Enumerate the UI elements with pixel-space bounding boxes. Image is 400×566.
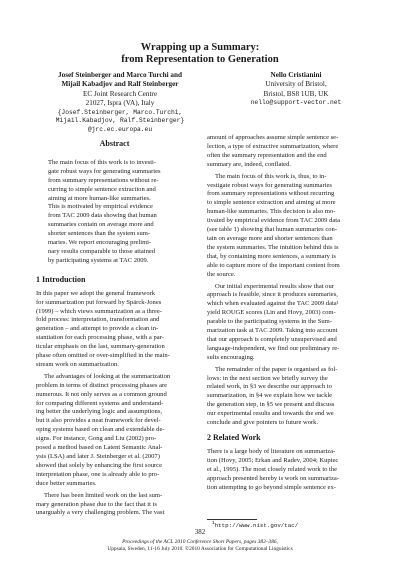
text-line: approach is feasible, since it produces summaries, — [207, 291, 338, 299]
text-line: tain on average more and shorter sentences than — [207, 234, 333, 242]
author-names-2: Mijail Kabadjov and Ralf Steinberger — [61, 80, 179, 89]
text-line: lection, a type of extractive summarization, where — [207, 142, 339, 150]
right-column — [207, 134, 364, 492]
text-line: related work, in §3 we describe our approach to — [207, 383, 332, 391]
abstract-line: curring to simple sentence extraction and — [48, 185, 156, 193]
text-line: numerous. It not only serves as a common ground — [36, 390, 167, 398]
left-column — [36, 140, 193, 518]
abstract-line: from summary representations without re- — [48, 176, 159, 184]
text-line: often the summary representation and the end — [207, 151, 327, 159]
text-line: The advantages of looking at the summarization — [44, 372, 171, 380]
email-line-1: {Josef.Steinberger, Marco.Turchi, — [57, 108, 183, 116]
email-right: nello@support-vector.net — [250, 99, 342, 107]
text-line: In this paper we adopt the general framework — [36, 289, 156, 297]
text-line: interpretation phase, one is already able to pro- — [36, 470, 160, 478]
proceedings-footer — [0, 539, 400, 553]
right-paragraph-1 — [207, 134, 364, 170]
text-line: approach presented hereby is work on summariza- — [207, 474, 339, 482]
right-paragraph-5 — [207, 448, 364, 493]
title-line-1: Wrapping up a Summary: — [140, 42, 260, 53]
paper-title — [0, 42, 400, 66]
email-line-2: Mijail.Kabadjov, Ralf.Steinberger} — [55, 117, 185, 125]
abstract-line: maries. We report encouraging prelimi- — [48, 239, 152, 247]
section-heading-introduction: 1 Introduction — [36, 274, 86, 284]
text-line: vestigate robust ways for generating summaries — [207, 181, 332, 189]
text-line: fold process: interpretation, transformation and — [36, 316, 160, 324]
text-line: human-like summaries. This decision is also mo- — [207, 208, 336, 216]
title-line-2: from Representation to Generation — [121, 54, 279, 65]
text-line: that, by containing more sentences, a summary is — [207, 252, 336, 260]
intro-paragraph-1 — [36, 290, 193, 370]
text-line: summarization, in §4 we explain how we tackle — [207, 392, 333, 400]
right-paragraph-2 — [207, 173, 364, 280]
text-line: Our initial experimental results show that our — [215, 282, 334, 290]
text-line: the source. — [207, 270, 236, 278]
text-line: tion attempting to go beyond simple sentence ex- — [207, 483, 336, 491]
proceedings-line: Proceedings of the ACL 2010 Conference Short Papers, pages 382–386, — [122, 539, 278, 545]
abstract-line: by participating systems at TAC 2009. — [48, 256, 149, 264]
text-line: sults encouraging. — [207, 353, 255, 361]
text-line: (1999) – which views summarization as a three- — [36, 307, 162, 315]
affiliation: EC Joint Research Centre — [82, 89, 158, 98]
page-number: 382 — [194, 528, 206, 536]
text-line: stream work on summarization. — [36, 360, 119, 368]
abstract-line: The main focus of this work is to investi- — [48, 158, 157, 166]
abstract-heading: Abstract — [99, 139, 130, 148]
text-line: which when evaluated against the TAC 2009 data¹ — [207, 300, 339, 308]
text-line: ticular emphasis on the last, summary-generation — [36, 343, 165, 351]
text-line: The remainder of the paper is organised as fol- — [215, 365, 338, 373]
footnote-mark: 1 — [212, 521, 215, 526]
text-line: but it also provides a neat framework for devel- — [36, 417, 161, 425]
text-line: There is a large body of literature on summariza- — [207, 447, 336, 455]
text-line: yield ROUGE scores (Lin and Hovy, 2003) com- — [207, 309, 336, 317]
text-line: for comparing different systems and understand- — [36, 399, 164, 407]
author-names-1: Josef Steinberger and Marco Turchi and — [58, 71, 182, 79]
affiliation-right: University of Bristol, — [265, 80, 327, 89]
abstract-line: from TAC 2009 data showing that human — [48, 212, 157, 220]
abstract-line: summaries contain on average more and — [48, 221, 154, 229]
footnote-url[interactable]: http://www.nist.gov/tac/ — [214, 521, 299, 529]
address-right: Bristol, BS8 1UB, UK — [263, 89, 329, 98]
text-line: tivated by empirical evidence from TAC 2009 data — [207, 217, 340, 225]
section-heading-related-work: 2 Related Work — [207, 433, 261, 442]
text-line: amount of approaches assume simple sentence se- — [207, 134, 339, 141]
text-line: to simple sentence extraction and aiming at more — [207, 199, 336, 207]
address: 21027, Ispra (VA), Italy — [85, 99, 155, 108]
text-line: oping systems based on clean and extendable de- — [36, 426, 165, 434]
text-line: generation – and attempt to provide a clean in- — [36, 325, 159, 333]
text-line: the system summaries. The intuition behind this is — [207, 243, 339, 251]
text-line: unarguably a very challenging problem. The vast — [36, 509, 165, 517]
abstract-line: This is motivated by empirical evidence — [48, 203, 153, 211]
right-paragraph-4 — [207, 366, 364, 428]
text-line: parable to the participating systems in the Sum- — [207, 318, 332, 326]
text-line: language-independent, we find our preliminary re- — [207, 344, 340, 352]
text-line: from summary representations without recurring — [207, 190, 335, 198]
text-line: tion (Hovy, 2005; Erkan and Radev, 2004; Kupiec — [207, 456, 339, 464]
intro-paragraph-3 — [36, 492, 193, 519]
abstract-line: shorter sentences than the system sum- — [48, 230, 150, 238]
text-line: stantiation for each processing phase, with a par- — [36, 334, 164, 342]
right-paragraph-3 — [207, 283, 364, 363]
text-line: signs. For instance, Gong and Liu (2002) pro- — [36, 435, 157, 443]
text-line: showed that solely by enhancing the first source — [36, 461, 162, 469]
text-line: The main focus of this work is, thus, to in- — [215, 172, 327, 180]
text-line: phase often omitted or over-simplified in the main- — [36, 352, 170, 360]
abstract-line: nary results comparable to those attained — [48, 247, 156, 255]
text-line: problem in terms of distinct processing phases are — [36, 381, 168, 389]
venue-line: Uppsala, Sweden, 11-16 July 2010. ©2010 Association for Computational Linguistics — [107, 546, 293, 552]
text-line: mary generation phase due to the fact that it is — [36, 500, 157, 508]
text-line: the generation step, in §5 we present and discuss — [207, 401, 335, 409]
text-line: ing better the underlying logic and assumptions, — [36, 408, 163, 416]
text-line: lows: in the next section we briefly survey the — [207, 374, 328, 382]
email-line-3: @jrc.ec.europa.eu — [87, 126, 153, 134]
text-line: that our approach is completely unsupervised and — [207, 335, 337, 343]
author-block-right — [226, 71, 366, 108]
text-line: able to capture more of the important content from — [207, 261, 340, 269]
author-block-left — [40, 71, 200, 135]
abstract-line: aiming at more human-like summaries. — [48, 194, 151, 202]
text-line: marization task at TAC 2009. Taking into account — [207, 327, 338, 335]
intro-paragraph-2 — [36, 373, 193, 489]
abstract-line: gate robust ways for generating summaries — [48, 167, 161, 175]
author-name-right: Nello Cristianini — [270, 71, 322, 79]
text-line: our experimental results and towards the end we — [207, 410, 334, 418]
text-line: conclude and give pointers to future work. — [207, 419, 319, 427]
text-line: posed a method based on Latent Semantic Anal- — [36, 444, 163, 452]
abstract-body — [36, 159, 193, 266]
footnote-rule — [207, 519, 257, 520]
text-line: duce better summaries. — [36, 479, 97, 487]
text-line: summary are, indeed, conflated. — [207, 160, 291, 168]
text-line: (see table 1) showing that human summaries con- — [207, 226, 337, 234]
text-line: ysis (LSA) and later J. Steinberger et al. (2007) — [36, 453, 160, 460]
text-line: for summarization put forward by Spärck-Jones — [36, 298, 162, 306]
text-line: et al., 1995). The most closely related work to the — [207, 465, 338, 473]
text-line: There has been limited work on the last sum- — [44, 491, 163, 499]
